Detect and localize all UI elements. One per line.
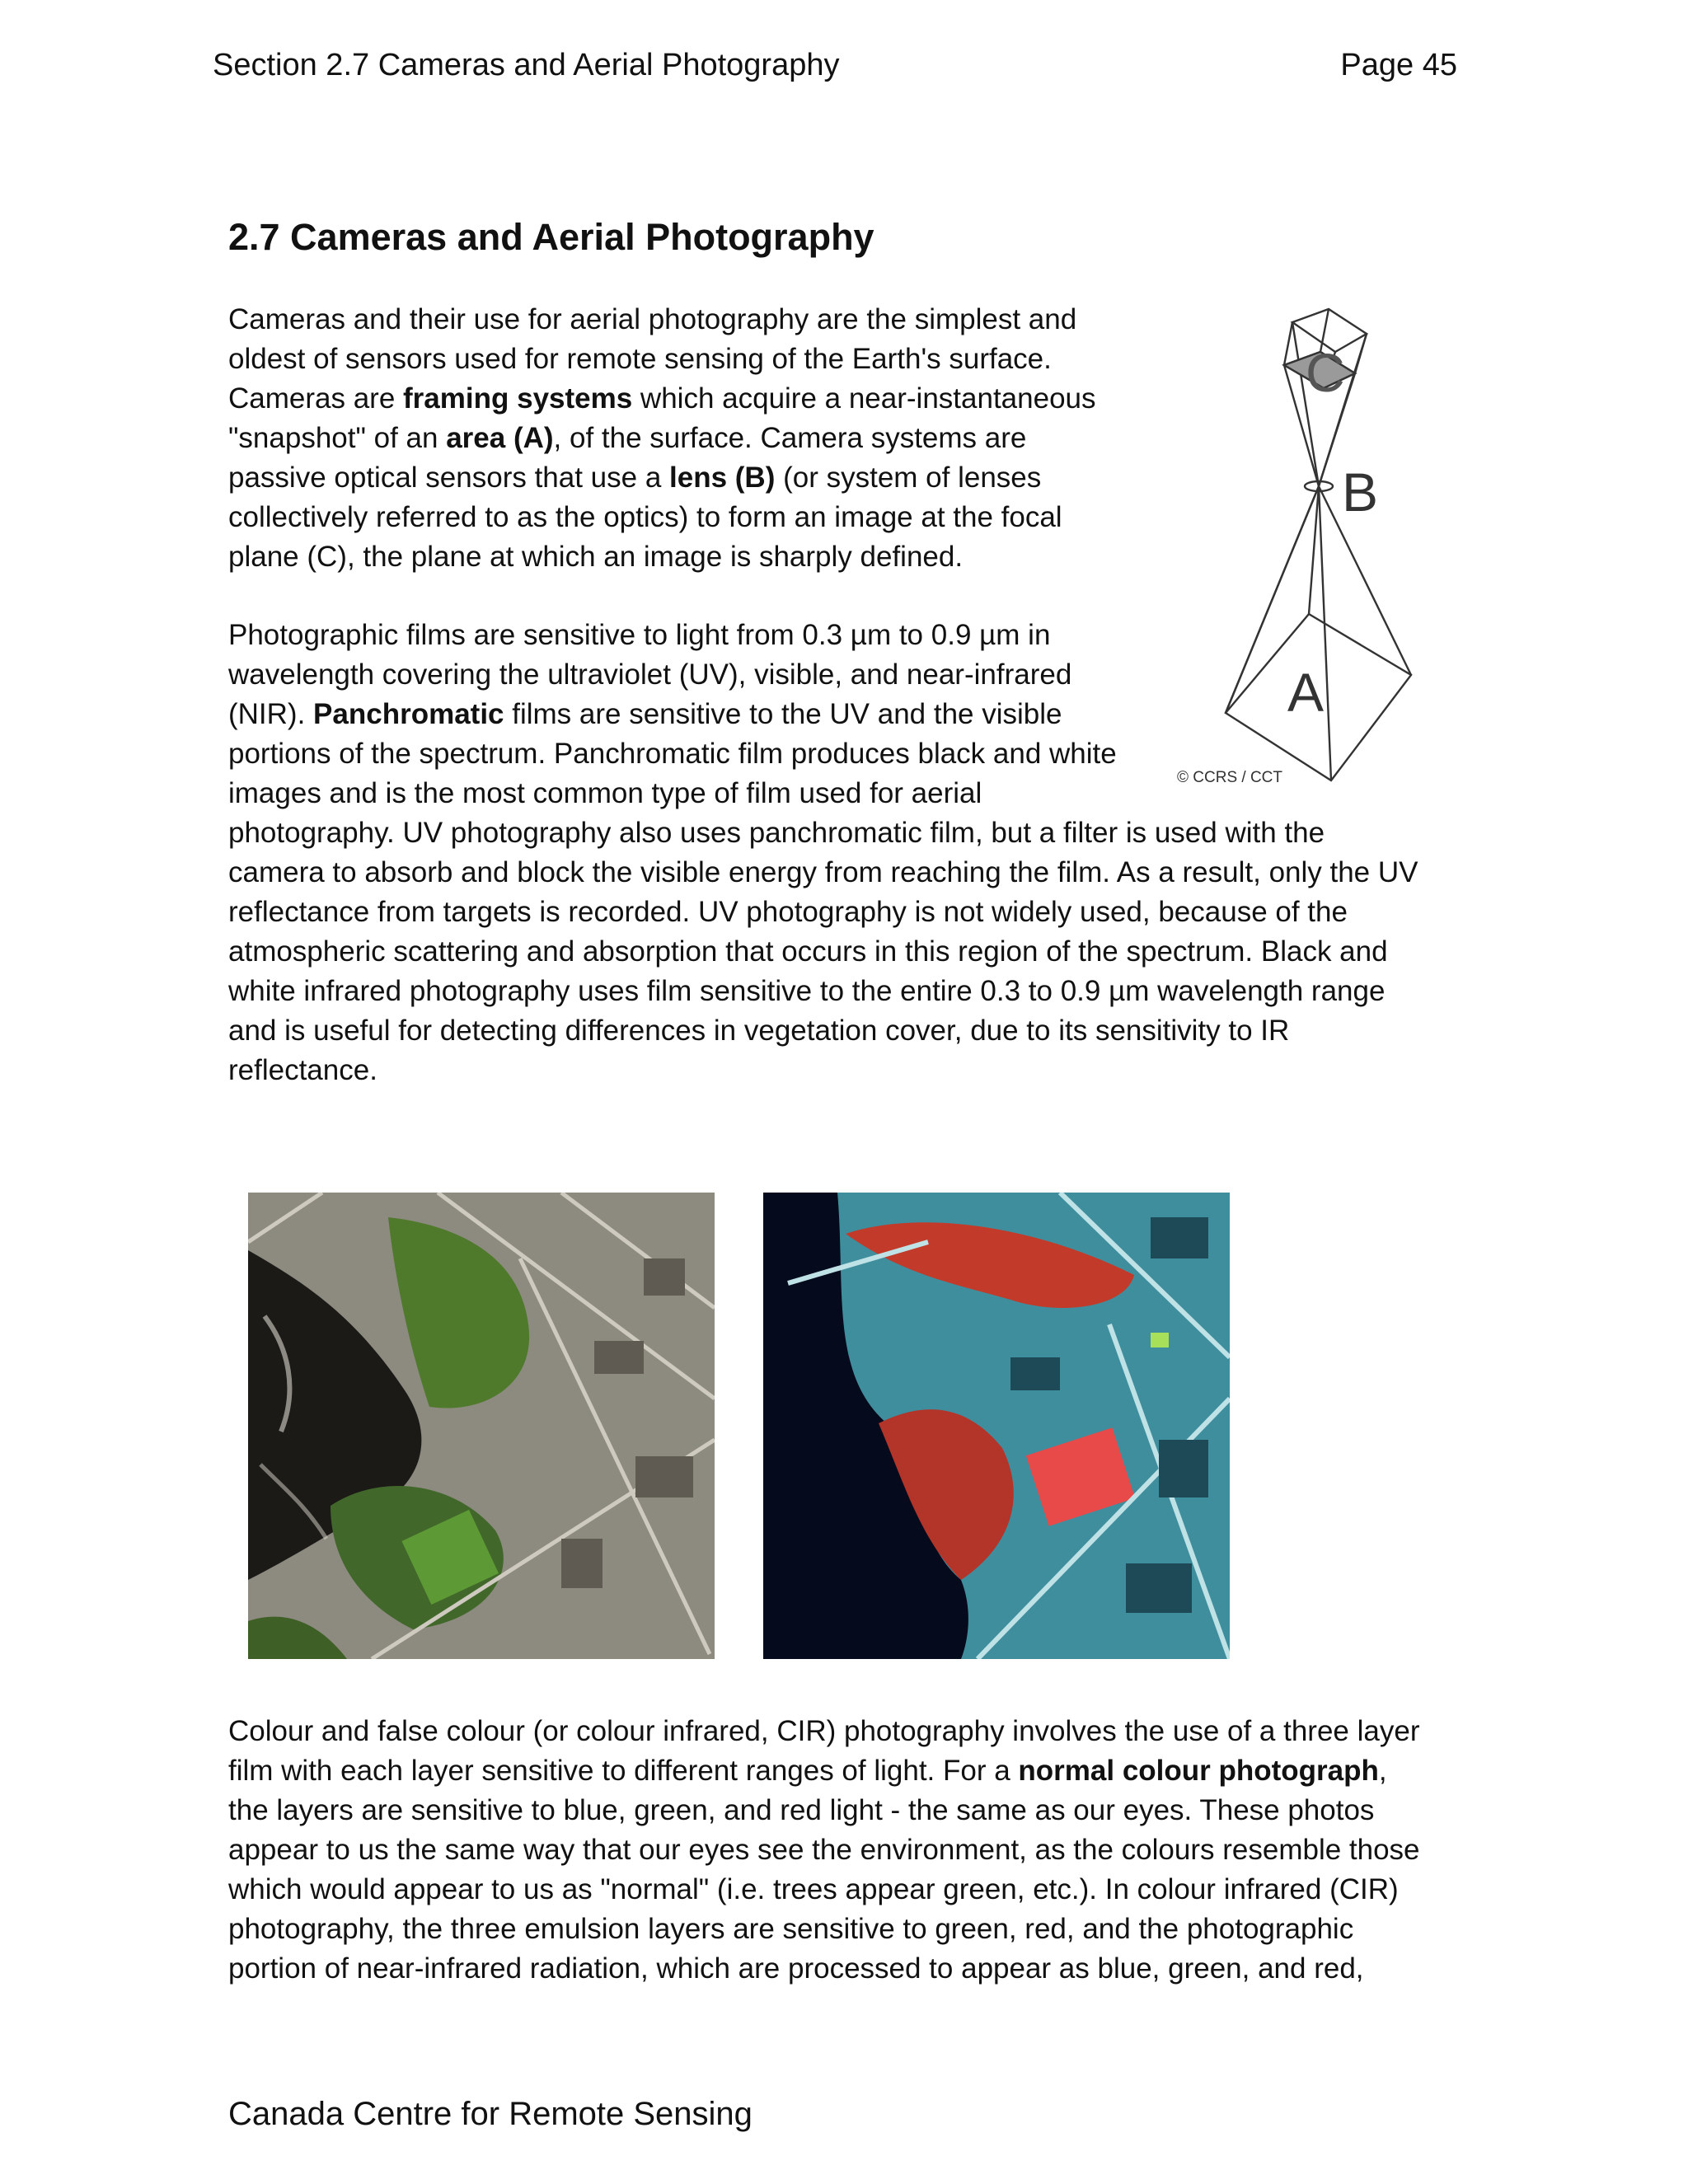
paragraph-photographic-films: Photographic films are sensitive to light from 0.3 µm to 0.9 µm in wavelength covering the ultraviolet (UV), visible, and near-infrared (NIR). Panchromatic films are sensitive to the UV and the visible portions of the spectrum. Panchromatic film produces black and white images and is the most common type of film used for aerial photography. UV photography also uses panchromatic film, but a filter is used with the camera to absorb and block the visible energy from reaching the film. As a result, only the UV reflectance from targets is recorded. UV photography is not widely used, because of the atmospheric scattering and absorption that occurs in this region of the spectrum. Black and white infrared photography uses film sensitive to the entire 0.3 to 0.9 µm wavelength range and is useful for detecting differences in vegetation cover, due to its sensitivity to IR reflectance. — [228, 619, 1418, 1086]
natural-colour-aerial-photo — [248, 1193, 715, 1659]
term-area: area (A) — [446, 422, 554, 454]
running-header — [213, 48, 1457, 91]
page-number: Page 45 — [1340, 48, 1457, 82]
paragraph-colour-photography: Colour and false colour (or colour infrared, CIR) photography involves the use of a three layer film with each layer sensitive to different ranges of light. For a normal colour photograph, the layers are sensitive to blue, green, and red light - the same as our eyes. These photos appear to us the same way that our eyes see the environment, as the colours resemble those which would appear to us as "normal" (i.e. trees appear green, etc.). In colour infrared (CIR) photography, the three emulsion layers are sensitive to green, red, and the photographic portion of near-infrared radiation, which are processed to appear as blue, green, and red, — [228, 1715, 1420, 1985]
term-normal-colour-photograph: normal colour photograph — [1018, 1755, 1379, 1787]
section-title: 2.7 Cameras and Aerial Photography — [228, 216, 874, 258]
term-panchromatic: Panchromatic — [313, 698, 504, 730]
term-lens: lens (B) — [669, 462, 776, 494]
diagram-label-a: A — [1287, 662, 1325, 723]
diagram-label-c: C — [1306, 342, 1345, 403]
colour-infrared-aerial-photo — [763, 1193, 1230, 1659]
page-footer: Canada Centre for Remote Sensing — [228, 2096, 753, 2132]
running-header-section: Section 2.7 Cameras and Aerial Photography — [213, 48, 840, 82]
term-framing-systems: framing systems — [403, 382, 633, 415]
diagram-label-b: B — [1342, 462, 1379, 523]
paragraph-camera-intro: Cameras and their use for aerial photography are the simplest and oldest of sensors used for remote sensing of the Earth's surface. Cameras are framing systems which acquire a near-instantaneous "snapshot" of an area (A), of the surface. Camera systems are passive optical sensors that use a lens (B) (or system of lenses collectively referred to as the optics) to form an image at the focal plane (C), the plane at which an image is sharply defined. — [228, 303, 1096, 573]
diagram-credit: © CCRS / CCT — [1177, 769, 1282, 786]
